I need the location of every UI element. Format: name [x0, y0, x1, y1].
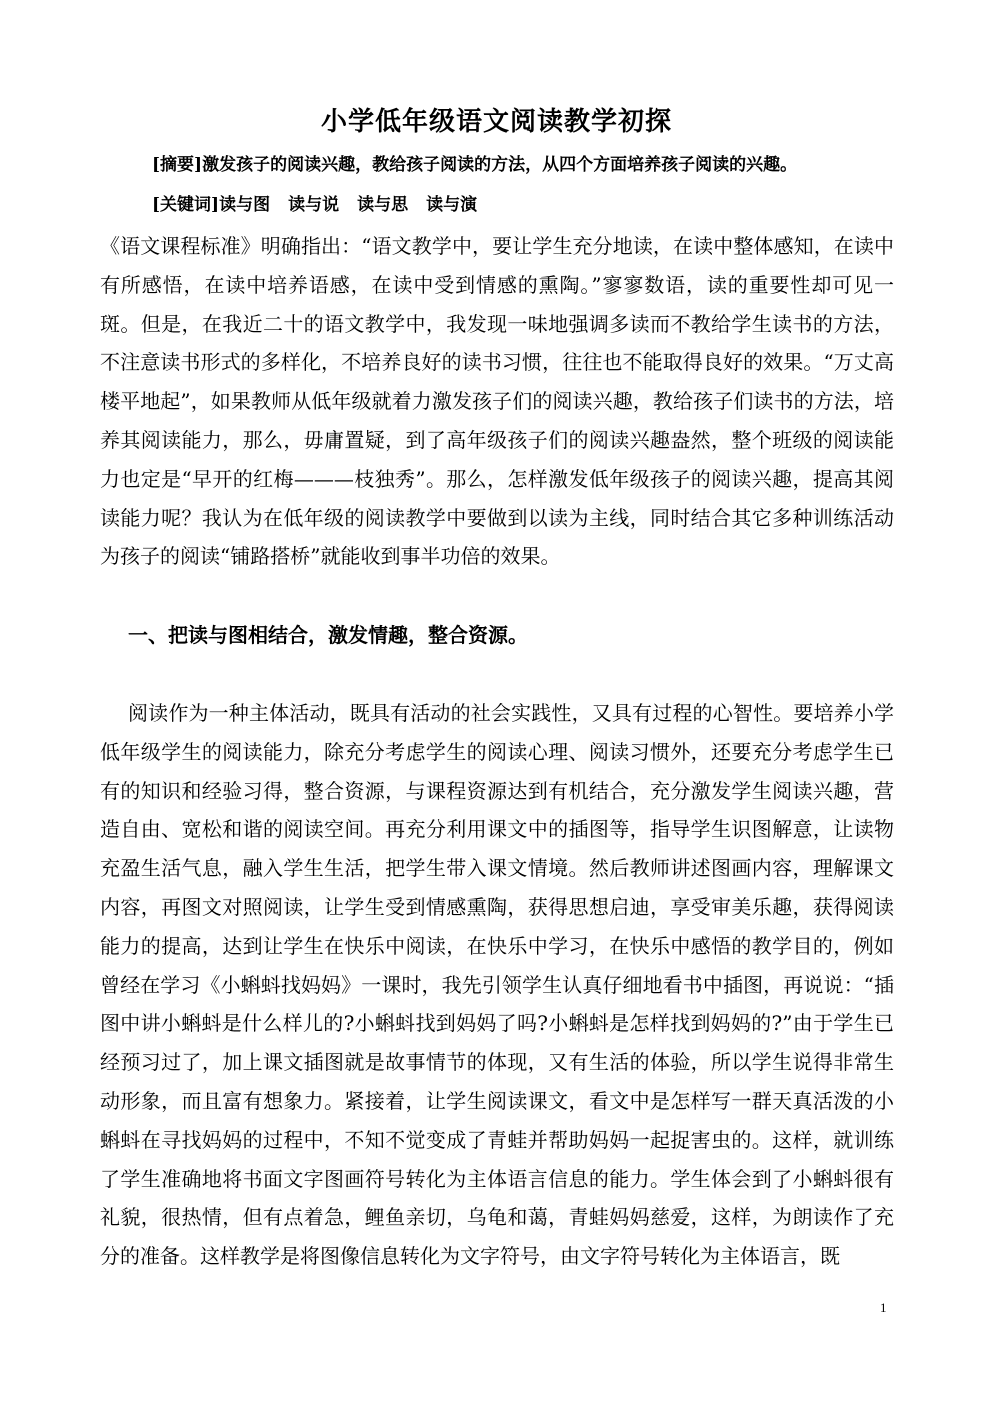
keyword: 读与思	[357, 195, 409, 215]
section-heading: 一、把读与图相结合，激发情趣，整合资源。	[128, 623, 528, 647]
body-paragraph: 《语文课程标准》明确指出：“语文教学中，要让学生充分地读，在读中整体感知，在读中有所感悟，在读中培养语感，在读中受到情感的熏陶。”寥寥数语，读的重要性却可见一斑。但是，在我近二十的语文教学中，我发现一味地强调多读而不教给学生读书的方法，不注意读书形式的多样化，不培养良好的读书习惯，往往也不能取得良好的效果。“万丈高楼平地起”，如果教师从低年级就着力激发孩子们的阅读兴趣，教给孩子们读书的方法，培养其阅读能力，那么，毋庸置疑，到了高年级孩子们的阅读兴趣盎然，整个班级的阅读能力也定是“早开的红梅———枝独秀”。那么，怎样激发低年级孩子的阅读兴趣，提高其阅读能力呢？我认为在低年级的阅读教学中要做到以读为主线，同时结合其它多种训练活动为孩子的阅读“铺路搭桥”就能收到事半功倍的效果。	[100, 234, 894, 569]
keywords	[152, 192, 477, 218]
keyword: 读与演	[426, 195, 478, 215]
page-number: 1	[880, 1300, 887, 1315]
keywords-label: [关键词]	[152, 195, 220, 215]
document-title: 小学低年级语文阅读教学初探	[320, 107, 672, 137]
abstract: [摘要]激发孩子的阅读兴趣，教给孩子阅读的方法，从四个方面培养孩子阅读的兴趣。	[152, 155, 798, 175]
keyword: 读与图	[219, 195, 271, 215]
keyword: 读与说	[288, 195, 340, 215]
body-paragraph: 阅读作为一种主体活动，既具有活动的社会实践性，又具有过程的心智性。要培养小学低年级学生的阅读能力，除充分考虑学生的阅读心理、阅读习惯外，还要充分考虑学生已有的知识和经验习得，整合资源，与课程资源达到有机结合，充分激发学生阅读兴趣，营造自由、宽松和谐的阅读空间。再充分利用课文中的插图等，指导学生识图解意，让读物充盈生活气息，融入学生生活，把学生带入课文情境。然后教师讲述图画内容，理解课文内容，再图文对照阅读，让学生受到情感熏陶，获得思想启迪，享受审美乐趣，获得阅读能力的提高，达到让学生在快乐中阅读，在快乐中学习，在快乐中感悟的教学目的，例如曾经在学习《小蝌蚪找妈妈》一课时，我先引领学生认真仔细地看书中插图，再说说：“插图中讲小蝌蚪是什么样儿的?小蝌蚪找到妈妈了吗?小蝌蚪是怎样找到妈妈的?”由于学生已经预习过了，加上课文插图就是故事情节的体现，又有生活的体验，所以学生说得非常生动形象，而且富有想象力。紧接着，让学生阅读课文，看文中是怎样写一群天真活泼的小蝌蚪在寻找妈妈的过程中，不知不觉变成了青蛙并帮助妈妈一起捉害虫的。这样，就训练了学生准确地将书面文字图画符号转化为主体语言信息的能力。学生体会到了小蝌蚪很有礼貌，很热情，但有点着急，鲤鱼亲切，乌龟和蔼，青蛙妈妈慈爱，这样，为朗读作了充分的准备。这样教学是将图像信息转化为文字符号，由文字符号转化为主体语言，既	[100, 701, 894, 1269]
